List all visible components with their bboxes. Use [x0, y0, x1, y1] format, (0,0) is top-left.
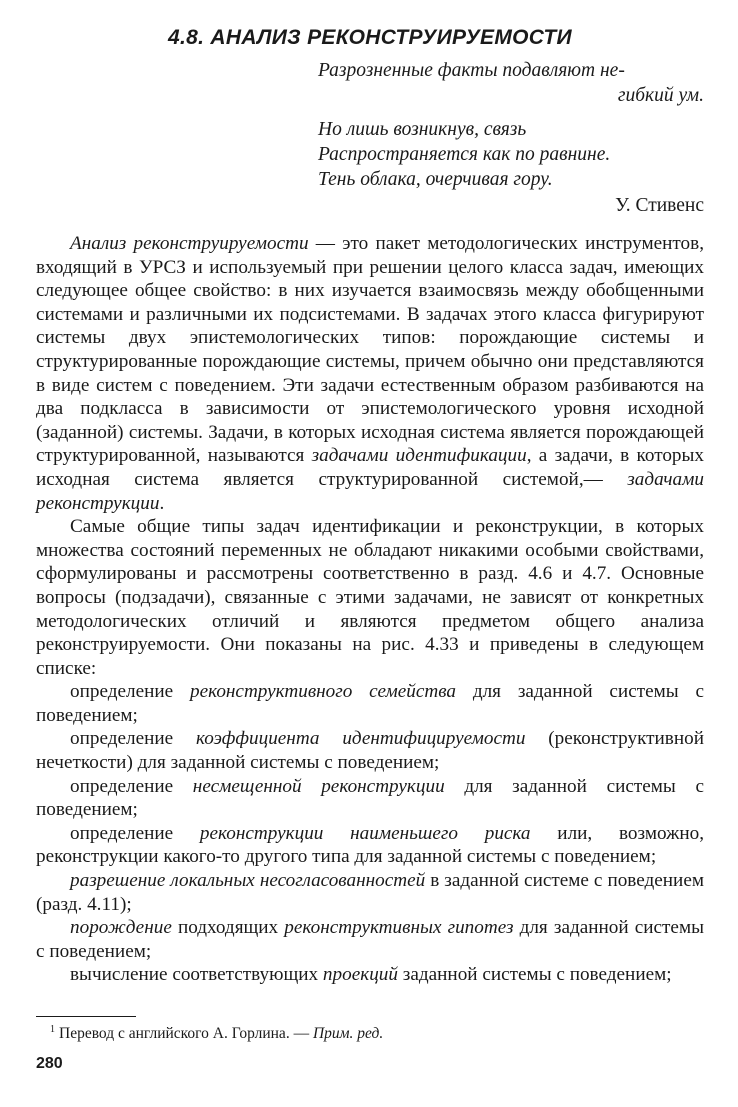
paragraph: Самые общие типы задач идентификации и реконструкции, в которых множества состояний переменных не обладают никакими особыми свойствами, сформулированы и рассмотрены соответственно в разд. 4.6 и 4.7. Основные вопросы (подзадачи), связанные с этими задачами, не зависят от конкретных методологических отличий и являются предметом общего анализа реконструируемости. Они показаны на рис. 4.33 и приведены в следующем списке: [36, 516, 704, 679]
term: задачами реконструкции [36, 468, 704, 514]
term: Анализ реконструируемости [70, 233, 309, 254]
footnote-mark: 1 [50, 1024, 55, 1035]
epigraph-line: гибкий ум. [617, 85, 704, 106]
paragraph-text: — это пакет методологических инструментов, входящий в УРСЗ и используемый при решении целого класса задач, имеющих следующее общее свойство: в них изучается взаимосвязь между обобщенными системами и различными их подсистемами. В задачах этого класса фигурируют системы двух эпистемологических типов: порождающие системы и структурированные порождающие системы, причем обычно они представляются в виде систем с поведением. Эти задачи естественным образом разбиваются на два подкласса в зависимости от эпистемологического уровня исходной (заданной) системы. Задачи, в которых исходная система является порождающей структурированной, называются [36, 233, 704, 467]
list-item: определение коэффициента идентифицируемости (реконструктивной нечеткости) для заданной системы с поведением; [36, 728, 704, 774]
footnote-text: Перевод с английского А. Горлина. — [59, 1025, 313, 1043]
footnote-divider [36, 1016, 136, 1017]
paragraph-text: , а задачи, в которых исходная система является структурированной системой,— [36, 445, 705, 490]
footnote-note: Прим. ред. [312, 1025, 384, 1043]
footnote [50, 1024, 383, 1043]
epigraph-author: У. Стивенс [615, 195, 704, 216]
list-item: определение несмещенной реконструкции для заданной системы с поведением; [36, 775, 704, 821]
term: задачами идентификации [311, 445, 527, 467]
epigraph [318, 58, 704, 218]
paragraph [36, 232, 704, 515]
epigraph-line: Разрозненные факты подавляют не- [318, 60, 625, 81]
section-heading: 4.8. АНАЛИЗ РЕКОНСТРУИРУЕМОСТИ [168, 26, 572, 49]
list-item: вычисление соответствующих проекций заданной системы с поведением; [70, 964, 672, 986]
list-item: определение реконструктивного семейства для заданной системы с поведением; [36, 681, 704, 726]
list-item: порождение подходящих реконструктивных гипотез для заданной системы с поведением; [36, 917, 704, 962]
body-text [36, 232, 704, 987]
list-item: разрешение локальных несогласованностей в заданной системе с поведением (разд. 4.11); [36, 870, 704, 915]
page-number: 280 [36, 1055, 63, 1072]
epigraph-line: Распространяется как по равнине. [318, 144, 611, 165]
paragraph-text: . [159, 492, 165, 514]
epigraph-line: Тень облака, очерчивая гору. [318, 169, 553, 190]
page [36, 26, 704, 987]
list-item: определение реконструкции наименьшего риска или, возможно, реконструкции какого-то другого типа для заданной системы с поведением; [36, 822, 704, 868]
epigraph-line: Но лишь возникнув, связь [318, 119, 527, 140]
